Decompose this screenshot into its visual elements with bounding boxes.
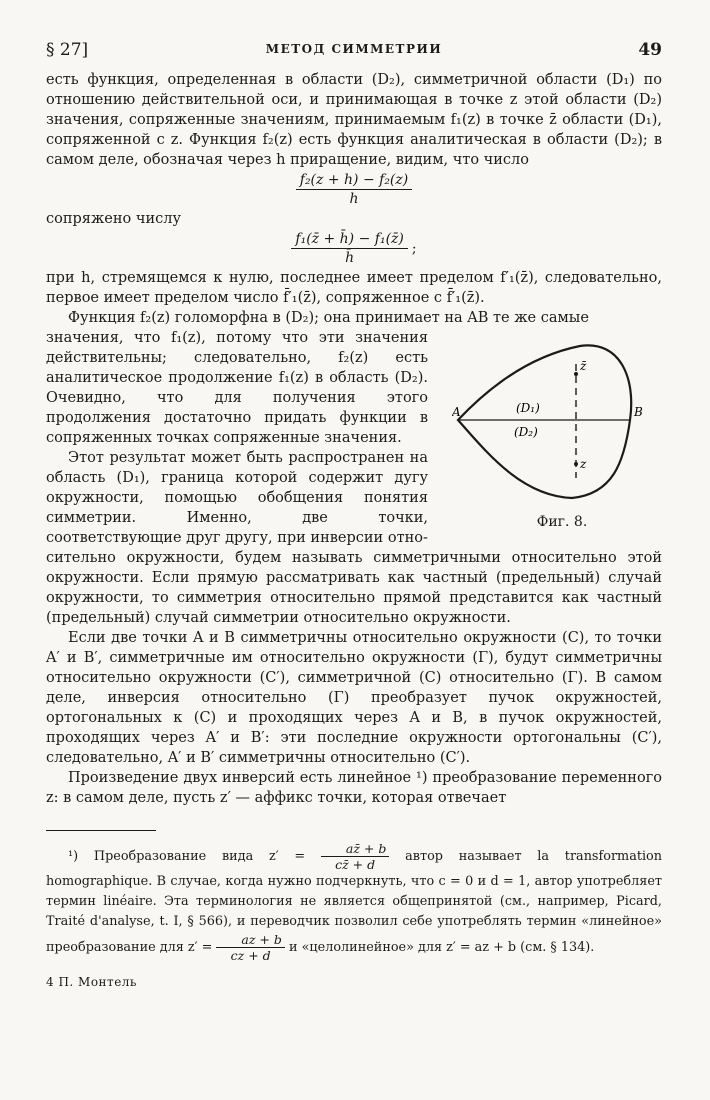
label-zbar: z̄ [580,359,587,373]
footnote-marker: ¹) [68,849,79,864]
paragraph-1: есть функция, определенная в области (D₂), симметричной области (D₁) по отношению действительной оси, и принимающая в точке z этой области (D₂) значения, сопряженные значениям, принимаемым f₁(z) в точке z̄ области (D₁), сопряженной с z. Функция f₂(z) есть функция аналитическая в области (D₂); в самом деле, обозначая через h приращение, видим, что число [46,72,662,168]
point-z [574,462,578,466]
footnote-part-3: и «целолинейное» для z′ = az + b (см. § 134). [288,940,595,955]
label-d1: (D₁) [516,401,540,415]
paragraph-4-rest: сительно окружности, будем называть симметричными относительно этой окружности. Если прямую рассматривать как частный (предельный) случай окружности, то симметрия относительно прямой представится как частный (предельный) случай симметрии относительно окружности. [46,550,662,626]
paragraph-5: Если две точки A и B симметричны относительно окружности (C), то точки A′ и B′, симметричные им относительно окружности (Γ), будут симметричны относительно окружности (C′), симметричной (C) относительно (Γ). В самом деле, инверсия относительно (Γ) преобразует пучок окружностей, ортогональных к (C) и проходящих через A и B, в пучок окружностей, проходящих через A′ и B′: эти последние окружности ортогональны (C′), следовательно, A′ и B′ симметричны относительно (C′). [46,630,662,766]
figure-caption: Фиг. 8. [536,514,588,530]
page-number: 49 [638,40,662,60]
label-a: A [452,405,461,419]
formula2-tail: ; [411,240,417,257]
footnote-rule [46,830,156,831]
figure-8 [452,328,662,528]
formula-difference-quotient-f2 [46,172,662,207]
running-title: МЕТОД СИММЕТРИИ [265,42,443,56]
footnote-fraction-1 [321,841,389,872]
footnote-fraction-1-num: az̄ + b [321,841,389,857]
footnote-fraction-2 [216,932,284,963]
label-z: z [580,457,587,471]
label-d2: (D₂) [514,425,538,439]
formula-difference-quotient-f1 [46,231,662,266]
footnote-part-1: Преобразование вида z′ = [93,849,306,864]
paragraph-4-wrapped: Этот результат может быть распространен на область (D₁), граница которой содержит дугу окружности, помощью обобщения понятия симметрии. Именно, две точки, соответствующие друг другу, при инверсии отно- [46,450,428,546]
formula1-numerator: f₂(z + h) − f₂(z) [296,172,412,190]
figure-wrap-block [46,328,662,548]
label-b: B [634,405,643,419]
footnote-fraction-2-num: az + b [216,932,284,948]
page [46,40,662,989]
paragraph-3-wrapped: значения, что f₁(z), потому что эти значения действительны; следовательно, f₂(z) есть аналитическое продолжение f₁(z) в область (D₂). Очевидно, что для получения этого продолжения достаточно придать функции в сопряженных точках сопряженные значения. [46,330,428,446]
figure-8-diagram [452,328,662,508]
formula2-numerator: f₁(z̄ + h̄) − f₁(z̄) [291,231,407,249]
conjugate-text: сопряжено числу [46,211,181,227]
formula1-denominator: h [349,191,359,207]
footnote [46,841,662,963]
running-header [46,40,662,70]
footnote-fraction-2-den: cz + d [230,948,271,963]
point-zbar [574,372,578,376]
section-ref: § 27] [46,40,89,60]
footnote-fraction-1-den: cz̄ + d [335,857,376,872]
paragraph-6: Произведение двух инверсий есть линейное ¹) преобразование переменного z: в самом деле, пусть z′ — аффикс точки, которая отвечает [46,770,662,806]
region-boundary [458,345,631,498]
formula2-denominator: h̄ [345,250,355,266]
paragraph-3-start: Функция f₂(z) голоморфна в (D₂); она принимает на AB те же самые [68,310,589,326]
paragraph-2: при h, стремящемся к нулю, последнее имеет пределом f′₁(z̄), следовательно, первое имеет пределом число f̄′₁(z̄), сопряженное с f̄′₁(z̄). [46,270,662,306]
printer-signature: 4 П. Монтель [46,975,137,989]
footnote-part-2: автор называет la transformation homographique. В случае, когда нужно подчеркнуть, что c = 0 и d = 1, автор употребляет термин linéaire. Эта терминология не является общепринятой (см., например, Picard, Traité d'analyse, t. I, § 566), и переводчик позволил себе употреблять термин «линейное» преобразование для z′ = [46,849,663,955]
